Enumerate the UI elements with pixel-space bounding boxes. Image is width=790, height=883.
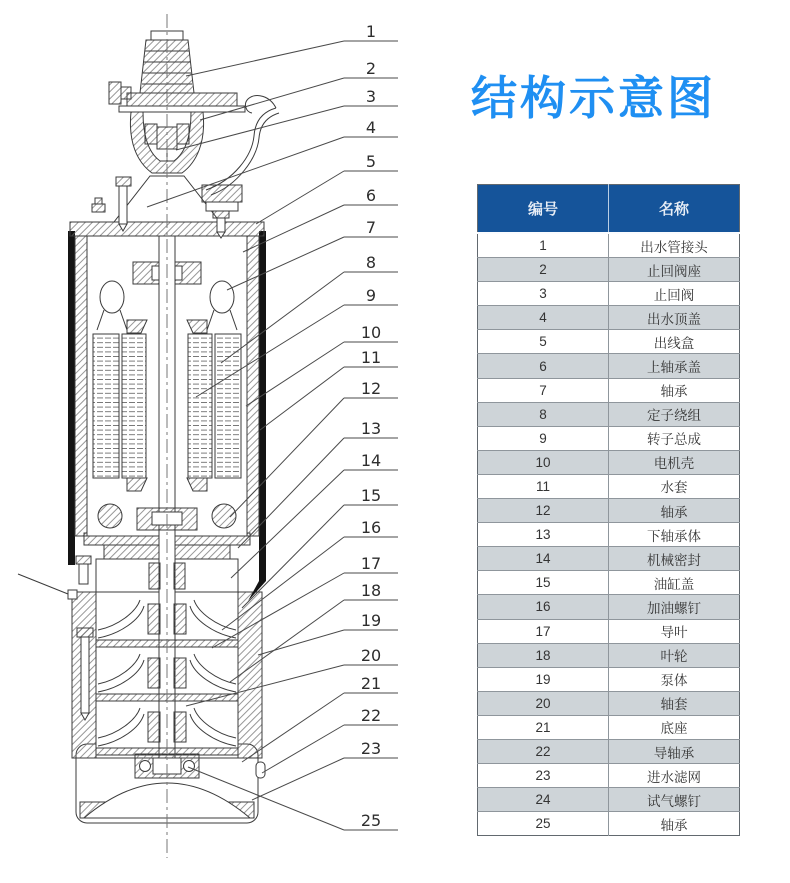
callout-leader [186, 41, 344, 76]
table-row [478, 402, 740, 426]
table-row [478, 619, 740, 643]
callout-label: 3 [365, 87, 377, 106]
table-row [478, 330, 740, 354]
left-leader [18, 574, 77, 599]
table-row [478, 426, 740, 450]
callout-label: 5 [365, 152, 377, 171]
callout-label: 21 [360, 674, 382, 693]
part-name-cell: 轴承 [609, 499, 740, 523]
col-header-name: 名称 [609, 185, 740, 234]
part-no-cell: 24 [478, 788, 609, 812]
part-name-cell: 轴承 [609, 378, 740, 402]
callout-label: 1 [365, 22, 377, 41]
table-row [478, 812, 740, 836]
part-no-cell: 2 [478, 258, 609, 282]
table-row [478, 523, 740, 547]
table-row [478, 595, 740, 619]
part-no-cell: 14 [478, 547, 609, 571]
table-row [478, 691, 740, 715]
table-row [478, 282, 740, 306]
table-row [478, 667, 740, 691]
table-row [478, 450, 740, 474]
table-row [478, 571, 740, 595]
part-name-cell: 叶轮 [609, 643, 740, 667]
part-name-cell: 下轴承体 [609, 523, 740, 547]
part-no-cell: 12 [478, 499, 609, 523]
callout-label: 19 [360, 611, 382, 630]
part-name-cell: 出线盒 [609, 330, 740, 354]
table-row [478, 715, 740, 739]
part-name-cell: 定子绕组 [609, 402, 740, 426]
part-no-cell: 11 [478, 474, 609, 498]
part-no-cell: 18 [478, 643, 609, 667]
part-name-cell: 轴套 [609, 691, 740, 715]
callout-label: 15 [360, 486, 382, 505]
part-no-cell: 13 [478, 523, 609, 547]
callout-label: 18 [360, 581, 382, 600]
callout-label: 11 [360, 348, 382, 367]
callout-label: 25 [360, 811, 382, 830]
table-row [478, 547, 740, 571]
part-name-cell: 底座 [609, 715, 740, 739]
table-row [478, 739, 740, 763]
callout-label: 22 [360, 706, 382, 725]
part-name-cell: 轴承 [609, 812, 740, 836]
callout-label: 13 [360, 419, 382, 438]
part-name-cell: 进水滤网 [609, 764, 740, 788]
callout-label: 10 [360, 323, 382, 342]
part-name-cell: 水套 [609, 474, 740, 498]
part-name-cell: 出水管接头 [609, 233, 740, 258]
part-no-cell: 3 [478, 282, 609, 306]
table-row [478, 499, 740, 523]
part-no-cell: 17 [478, 619, 609, 643]
part-no-cell: 8 [478, 402, 609, 426]
parts-table [477, 184, 740, 836]
table-row [478, 354, 740, 378]
part-no-cell: 15 [478, 571, 609, 595]
outlet-connector [109, 31, 245, 112]
table-row [478, 474, 740, 498]
part-no-cell: 6 [478, 354, 609, 378]
callout-label: 2 [365, 59, 377, 78]
table-row [478, 233, 740, 258]
part-no-cell: 25 [478, 812, 609, 836]
page-title: 结构示意图 [471, 71, 716, 125]
part-no-cell: 21 [478, 715, 609, 739]
table-row [478, 378, 740, 402]
callout-leader [252, 758, 344, 800]
part-name-cell: 机械密封 [609, 547, 740, 571]
callout-label: 8 [365, 253, 377, 272]
part-name-cell: 上轴承盖 [609, 354, 740, 378]
table-row [478, 788, 740, 812]
callout-leader [256, 171, 344, 224]
part-name-cell: 电机壳 [609, 450, 740, 474]
callout-label: 6 [365, 186, 377, 205]
part-no-cell: 1 [478, 233, 609, 258]
callout-label: 20 [360, 646, 382, 665]
part-name-cell: 油缸盖 [609, 571, 740, 595]
part-no-cell: 7 [478, 378, 609, 402]
callout-label: 17 [360, 554, 382, 573]
part-name-cell: 止回阀座 [609, 258, 740, 282]
part-name-cell: 止回阀 [609, 282, 740, 306]
table-row [478, 306, 740, 330]
part-name-cell: 导叶 [609, 619, 740, 643]
callout-label: 16 [360, 518, 382, 537]
part-no-cell: 16 [478, 595, 609, 619]
callout-label: 4 [365, 118, 377, 137]
table-row [478, 643, 740, 667]
part-name-cell: 出水顶盖 [609, 306, 740, 330]
callout-label: 14 [360, 451, 382, 470]
part-name-cell: 转子总成 [609, 426, 740, 450]
parts-table-header [478, 185, 740, 234]
callout-leader [258, 630, 344, 655]
callout-leader [260, 367, 344, 430]
callout-label: 9 [365, 286, 377, 305]
part-no-cell: 19 [478, 667, 609, 691]
part-no-cell: 20 [478, 691, 609, 715]
parts-table-body [478, 233, 740, 836]
part-no-cell: 5 [478, 330, 609, 354]
part-no-cell: 10 [478, 450, 609, 474]
part-no-cell: 4 [478, 306, 609, 330]
part-name-cell: 加油螺钉 [609, 595, 740, 619]
part-name-cell: 导轴承 [609, 739, 740, 763]
table-row [478, 764, 740, 788]
col-header-number: 编号 [478, 185, 609, 234]
callout-label: 12 [360, 379, 382, 398]
callout-label: 23 [360, 739, 382, 758]
part-no-cell: 22 [478, 739, 609, 763]
part-name-cell: 泵体 [609, 667, 740, 691]
part-name-cell: 试气螺钉 [609, 788, 740, 812]
callout-leader [262, 725, 344, 773]
part-no-cell: 9 [478, 426, 609, 450]
part-no-cell: 23 [478, 764, 609, 788]
callout-label: 7 [365, 218, 377, 237]
table-row [478, 258, 740, 282]
